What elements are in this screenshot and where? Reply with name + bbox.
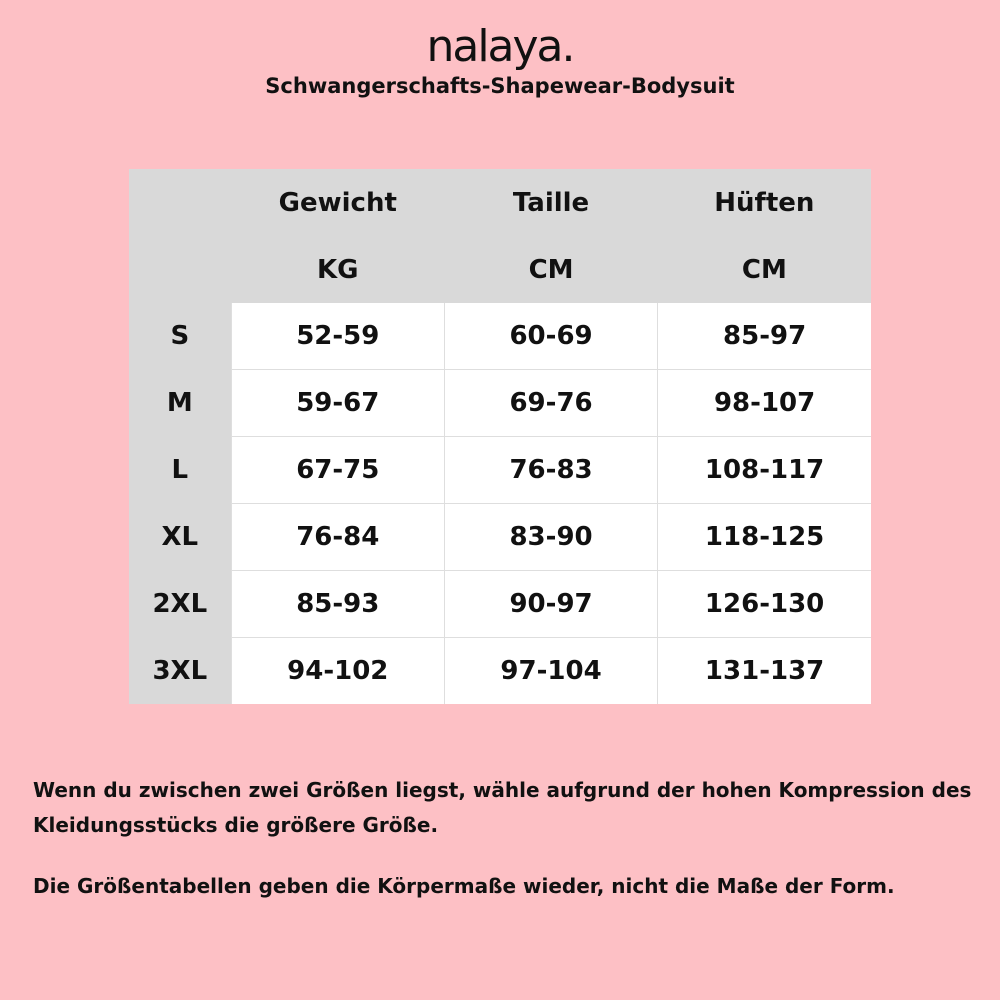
column-header-waist: Taille (444, 169, 657, 236)
weight-cell: 76-84 (231, 504, 444, 571)
column-unit-hips: CM (658, 236, 871, 303)
table-row (129, 437, 871, 504)
weight-cell: 67-75 (231, 437, 444, 504)
table-row (129, 638, 871, 705)
size-label: M (129, 370, 231, 437)
column-header-hips: Hüften (658, 169, 871, 236)
weight-cell: 94-102 (231, 638, 444, 705)
body-measurement-note: Die Größentabellen geben die Körpermaße wieder, nicht die Maße der Form. (33, 874, 895, 898)
size-column-header (129, 169, 231, 236)
hips-cell: 98-107 (658, 370, 871, 437)
hips-cell: 85-97 (658, 303, 871, 370)
column-label-row (129, 169, 871, 236)
waist-cell: 83-90 (444, 504, 657, 571)
weight-cell: 52-59 (231, 303, 444, 370)
hips-cell: 126-130 (658, 571, 871, 638)
product-title: Schwangerschafts-Shapewear-Bodysuit (265, 74, 735, 98)
size-label: XL (129, 504, 231, 571)
brand-logo: nalaya. (426, 21, 574, 72)
size-column-unit (129, 236, 231, 303)
hips-cell: 118-125 (658, 504, 871, 571)
size-label: L (129, 437, 231, 504)
size-label: 3XL (129, 638, 231, 705)
weight-cell: 59-67 (231, 370, 444, 437)
size-label: 2XL (129, 571, 231, 638)
hips-cell: 131-137 (658, 638, 871, 705)
table-row (129, 571, 871, 638)
weight-cell: 85-93 (231, 571, 444, 638)
table-row (129, 504, 871, 571)
size-advice-note: Wenn du zwischen zwei Größen liegst, wähle aufgrund der hohen Kompression des Kleidungsstücks die größere Größe. (33, 778, 972, 837)
waist-cell: 76-83 (444, 437, 657, 504)
hips-cell: 108-117 (658, 437, 871, 504)
column-unit-row (129, 236, 871, 303)
waist-cell: 69-76 (444, 370, 657, 437)
column-unit-weight: KG (231, 236, 444, 303)
size-chart-table (129, 169, 871, 704)
waist-cell: 60-69 (444, 303, 657, 370)
column-header-weight: Gewicht (231, 169, 444, 236)
table-row (129, 303, 871, 370)
waist-cell: 97-104 (444, 638, 657, 705)
size-label: S (129, 303, 231, 370)
waist-cell: 90-97 (444, 571, 657, 638)
table-row (129, 370, 871, 437)
column-unit-waist: CM (444, 236, 657, 303)
